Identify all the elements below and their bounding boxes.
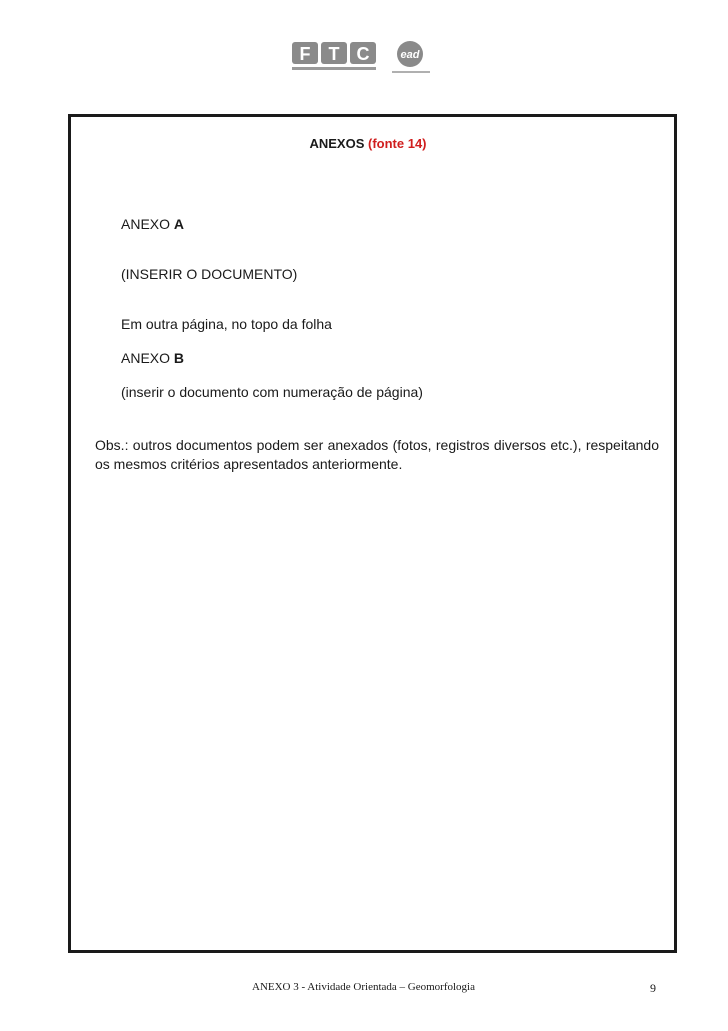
content-frame (68, 114, 677, 953)
page-number: 9 (650, 981, 656, 995)
footer-text: ANEXO 3 - Atividade Orientada – Geomorfologia (252, 981, 475, 993)
page-heading (0, 136, 728, 151)
inserir-numeracao-text: (inserir o documento com numeração de página) (121, 384, 423, 400)
heading-title: ANEXOS (309, 136, 365, 151)
anexo-a-prefix: ANEXO (121, 216, 174, 232)
ftc-ead-logo (292, 40, 472, 82)
logo-letter-c: C (356, 44, 370, 64)
logo-letter-f: F (299, 44, 311, 64)
obs-paragraph: Obs.: outros documentos podem ser anexados (fotos, registros diversos etc.), respeitando os mesmos critérios apresentados anteriormente. (95, 437, 659, 472)
anexo-a-label (121, 216, 184, 232)
logo-letter-t: T (328, 44, 340, 64)
heading-font-note: (fonte 14) (368, 136, 427, 151)
anexo-b-prefix: ANEXO (121, 350, 174, 366)
inserir-documento-text: (INSERIR O DOCUMENTO) (121, 266, 298, 282)
outra-pagina-text: Em outra página, no topo da folha (121, 316, 332, 332)
anexo-b-letter: B (173, 350, 185, 366)
anexo-a-letter: A (173, 216, 185, 232)
anexo-b-label (121, 350, 184, 366)
svg-text:ead: ead (400, 49, 420, 61)
